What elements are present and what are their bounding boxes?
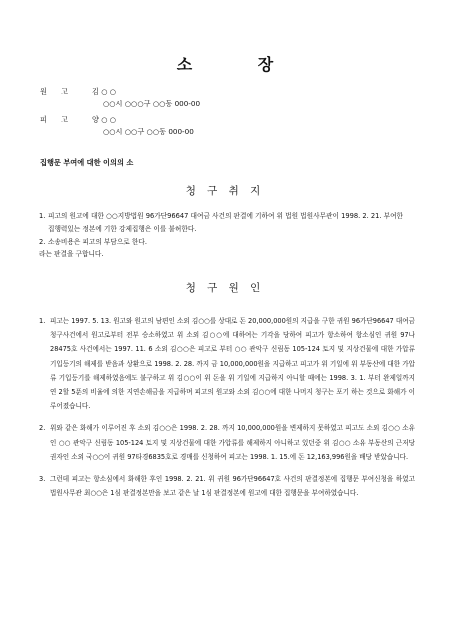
- reason-number: 1.: [39, 317, 46, 325]
- reason-number: 2.: [39, 424, 46, 433]
- reason-paragraph: [39, 421, 415, 464]
- defendant-address: ○○시 ○○구 ○○동 000-00: [103, 127, 194, 136]
- document-title: 소 장: [176, 55, 304, 74]
- reason-text: 피고는 1997. 5. 13. 원고와 원고의 남편인 소외 김○○를 상대로 돈 20,000,000원의 지급을 구한 귀원 96가단96647 대여금 청구사건에서 원고로부터 전부 승소하였고 위 소외 김○○에 대하여는 기각을 당하여 피고가 항소하여 항소심인 귀원 97나28475호 사건에서는 1997. 11. 6 소외 김○○은 피고로 부터 ○○ 관악구 신림동 105-124 토지 및 지상건물에 대한 가압류 기입등기의 해제를 받음과 상환으로 1998. 2. 28. 까지 금 10,000,000원을 지급하고 피고가 위 기일에 위 부동산에 대한 가압류 기입등기를 해제하였음에도 불구하고 위 김○○이 위 돈을 위 기일에 지급하지 아니할 때에는 1998. 3. 1. 부터 완제일까지 연 2할 5푼의 비율에 의한 지연손해금을 지급하며 피고의 원고와 소외 김○○에 대한 나머지 청구는 포기 하는 것으로 화해가 이루어졌습니다.: [50, 317, 415, 411]
- case-title: 집행문 부여에 대한 이의의 소: [40, 158, 134, 167]
- reason-number: 3.: [39, 475, 46, 484]
- reasons-heading: 청 구 원 인: [185, 282, 265, 294]
- claim-text: 소송비용은 피고의 부담으로 한다.: [48, 237, 147, 246]
- reason-paragraph: [39, 472, 415, 500]
- reasons-list: [39, 314, 415, 508]
- reason-text: 위와 같은 화해가 이루어진 후 소외 김○○은 1998. 2. 28. 까지 10,000,000원을 변제하지 못하였고 피고도 소외 김○○ 소유인 ○○ 관악구 신림동 105-124 토지 및 지상건물에 대한 가압류를 해제하지 아니하고 있던중 위 김○○ 소유 부동산의 근저당권자인 소외 국○○이 귀원 97타경6835호로 경매를 신청하여 피고는 1998. 1. 15.에 돈 12,163,996원을 배당 받았습니다.: [50, 424, 415, 461]
- claim-item: [39, 210, 411, 236]
- claim-heading: 청 구 취 지: [185, 185, 265, 197]
- defendant-role: 피고: [40, 115, 82, 124]
- plaintiff-address: ○○시 ○○○구 ○○동 000-00: [103, 99, 201, 108]
- reason-paragraph: [39, 314, 415, 413]
- plaintiff-block: [40, 86, 340, 112]
- reason-text: 그런데 피고는 항소심에서 화해한 후인 1998. 2. 21. 위 귀원 96가단96647호 사건의 판결정본에 집행문 부여신청을 하였고 법원사무관 최○○은 1심 판결정본만을 보고 같은 날 1심 판결정본에 원고에 대한 집행문을 부여하였습니다.: [50, 475, 415, 498]
- plaintiff-role: 원고: [40, 87, 82, 96]
- defendant-name: 양 ○ ○: [92, 115, 117, 124]
- plaintiff-name: 김 ○ ○: [92, 87, 117, 96]
- claim-text: 피고의 원고에 대한 ○○지방법원 96가단96647 대여금 사건의 판결에 기하여 위 법원 법원사무관이 1998. 2. 21. 부여한 집행력있는 정본에 기한 강제집행은 이를 불허한다.: [48, 212, 403, 233]
- claim-number: 2.: [39, 237, 46, 246]
- claims-list: [39, 210, 411, 261]
- claim-closing: 라는 판결을 구합니다.: [39, 250, 104, 259]
- claim-number: 1.: [39, 212, 46, 220]
- claim-item: [39, 236, 411, 249]
- defendant-block: [40, 114, 340, 140]
